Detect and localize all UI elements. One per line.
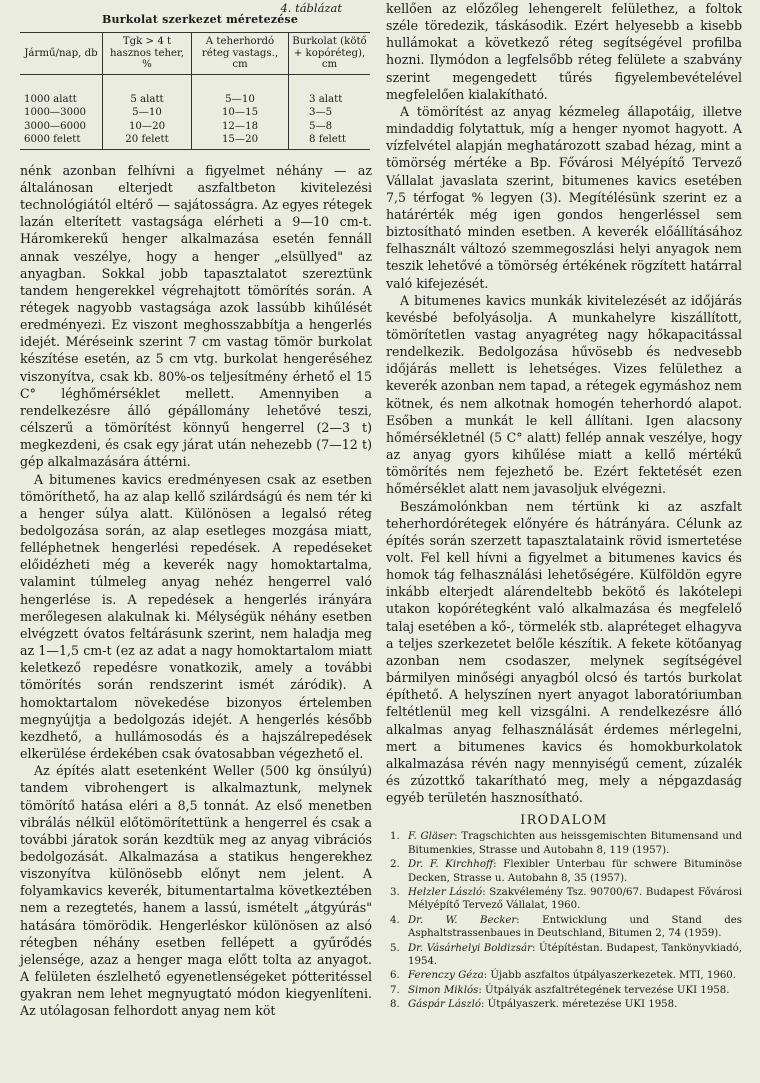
table-cell: 3—5 [289,107,371,120]
bibliography-number: 6. [390,970,400,982]
table-header-vehicles: Jármű/nap, db [20,33,103,75]
bibliography-author: Dr. F. Kirchhoff [408,859,494,871]
bibliography-author: Ferenczy Géza [408,970,484,982]
table-cell: 10—20 [103,120,192,133]
table-cell: 1000 alatt [24,93,77,105]
bibliography-text: : Útpályaszerk. méretezése UKI 1958. [480,999,678,1011]
bibliography-item [386,858,742,885]
table-row [20,133,370,149]
bibliography-author: Helzler László [408,886,483,898]
bibliography-item [386,942,742,969]
table-cell: 8 felett [289,133,371,149]
bibliography-text: : Entwicklung und Stand des Asphaltstrassenbaues in Deutschland, Bitumen 2, 74 (1959). [408,914,743,940]
bibliography-number: 3. [390,886,400,898]
table-header-base-thickness: A teherhordó réteg vastags., cm [192,33,289,75]
left-column [20,0,372,1020]
pavement-design-table [20,32,370,150]
table-cell: 5—10 [192,75,289,107]
paragraph: nénk azonban felhívni a figyelmet néhány — az általánosan elterjedt aszfaltbeton kivitelezési technológiától eltérő — sajátosságra. Az egyes rétegek lazán elterített vastagsága elérheti a 9—10 cm-t. Háromkerekű henger alkalmazása esetén fennáll annak veszélye, hogy a henger „elsüllyed" az anyagban. Sokkal jobb tapasztalatot szereztünk tandem hengerekkel végrehajtott tömörítés során. A rétegek nagyobb vastagsága azok lassúbb kihűlését eredményezi. Ez viszont meghosszabbítja a hengerlés idejét. Méréseink szerint 7 cm vastag tömör burkolat készítése esetén, az 5 cm vtg. burkolat hengeréséhez viszonyítva, csak kb. 80%-os teljesítmény érhető el 15 C° léghőmérséklet mellett. Amennyiben a rendelkezésre álló gépállomány lehetővé teszi, célszerű a tömörítést könnyű hengerrel (2—3 t) megkezdeni, és csak egy járat után nehezebb (7—12 t) gép alkalmazására áttérni. [20,162,372,470]
table-cell: 15—20 [192,133,289,149]
right-column [386,0,742,1013]
right-body-text [386,0,742,806]
bibliography-item [386,984,742,997]
bibliography-author: Simon Miklós [408,984,479,996]
table-row [20,107,370,120]
bibliography-text: : Útépítéstan. Budapest, Tankönyvkiadó, 1954. [408,942,742,967]
bibliography-number: 5. [390,942,400,954]
table-title: Burkolat szerkezet méretezése [102,13,299,26]
bibliography-author: Gáspár László [408,999,481,1011]
table-row [20,120,370,133]
table-row [20,75,370,107]
bibliography-number: 7. [390,984,400,996]
bibliography-author: Dr. W. Becker [408,914,517,926]
bibliography-list [386,830,742,1011]
table-caption [20,0,372,32]
paragraph: Beszámolónkban nem tértünk ki az aszfalt teherhordórétegek előnyére és hátrányára. Célunk az építés során szerzett tapasztalataink rövid ismertetése volt. Fel kell hívni a figyelmet a bitumenes kavics és homok tág felhasználási lehetőségére. Külföldön egyre inkább elterjedt alárendeltebb bekötő és lakótelepi utakon kopórétegként való alkalmazása és megfelelő talaj esetében a kő-, törmelék stb. alapréteget elhagyva a teljes szerkezetet belőle készítik. A fekete kötőanyag azonban nem csodaszer, melynek segítségével bármilyen minőségi anyagból olcsó és tartós burkolat építhető. A helyszínen nyert anyagot laboratóriumban feltétlenül meg kell vizsgálni. A rendelkezésre álló alkalmas anyag felhasználását érdemes mérlegelni, mert a bitumenes kavics és homokburkolatok alkalmazása révén nagy mennyiségű cement, zúzalék és zúzottkő takarítható meg, mely a népgazdaság egyéb területén hasznosítható. [386,498,742,806]
bibliography-number: 8. [390,999,400,1011]
bibliography-text: : Tragschichten aus heissgemischten Bitumensand und Bitumenkies, Strasse und Autobahn 8, 119 (1957). [408,831,742,856]
bibliography-number: 2. [390,859,400,871]
table-cell: 3 alatt [289,75,371,107]
bibliography-text: : Szakvélemény Tsz. 90700/67. Budapest Fővárosi Mélyépítő Tervező Vállalat, 1960. [408,886,742,912]
table-header-truck-share: Tgk > 4 t hasznos teher, % [103,33,192,75]
paragraph: Az építés alatt esetenként Weller (500 kg önsúlyú) tandem vibrohengert is alkalmaztunk, melynek tömörítő hatása eléri a 8,5 tonnát. Az első menetben vibrálás nélkül előtömörítettünk a hengerrel és csak a további járatok során kezdtük meg az anyag vibrációs bedolgozását. Alkalmazása a statikus hengerekhez viszonyítva különösebb előnyt nem jelent. A folyamkavics keverék, bitumentartalma következtében nem a rezegtetés, hanem a lassú, ismételt „átgyúrás" hatására tömörödik. Hengerléskor különösen az alsó rétegben néhány esetben fellépett a gyűrődés jelensége, azaz a henger maga előtt tolta az anyagot. A felületen észlelhető egyenetlenségeket pótteritéssel gyakran nem lehet megnyugtató módon kiegyenlíteni. Az utólagosan felhordott anyag nem köt [20,763,372,1019]
bibliography-text: : Útpályák aszfaltrétegének tervezése UKI 1958. [478,984,730,996]
table-cell: 1000—3000 [24,107,87,119]
table-cell: 5 alatt [103,75,192,107]
table-cell: 3000—6000 [24,120,87,132]
table-number: 4. táblázat [280,1,342,15]
table-cell: 5—8 [289,120,371,133]
table-header-surface-thickness: Burkolat (kötő + kopóréteg), cm [289,33,371,75]
left-body-text [20,162,372,1020]
table-header-row [20,33,370,75]
table-cell: 10—15 [192,107,289,120]
paragraph: A tömörítést az anyag kézmeleg állapotáig, illetve mindaddig folytattuk, míg a henger nyomot hagyott. A vízfelvétel alapján meghatározott szabad hézag, mint a tömörség mértéke a Bp. Fővárosi Mélyépítő Tervező Vállalat javaslata szerint, bitumenes kavics esetében 7,5 térfogat % legyen (3). Megítélésünk szerint ez a határérték még igen gondos hengerléssel sem biztosítható minden esetben. A keverék előállításához felhasznált változó szemmegoszlási helyi anyagok nem teszik lehetővé a tömörség értékének rögzített határral való kifejezését. [386,103,742,291]
paragraph: A bitumenes kavics munkák kivitelezését az időjárás kevésbé befolyásolja. A munkahelyre kiszállított, tömörítetlen vastag anyagréteg nagy hőkapacitással rendelkezik. Bedolgozása hűvösebb és nedvesebb időjárás mellett is lehetséges. Vizes felülethez a keverék azonban nem tapad, a rétegek egymáshoz nem kötnek, és nem alkotnak homogén teherhordó alapot. Esőben a munkát le kell állítani. Igen alacsony hőmérsékletnél (5 C° alatt) fellép annak veszélye, hogy az anyag gyors kihűlése miatt a kellő mértékű tömörítés nem fejezhető be. Ezért fektetését ezen hőmérséklet alatt nem javasoljuk elvégezni. [386,292,742,497]
bibliography-number: 1. [390,831,400,843]
table-cell: 5—10 [103,107,192,120]
bibliography-number: 4. [390,914,400,926]
bibliography-author: F. Gläser [408,831,455,843]
bibliography-text: : Flexibler Unterbau für schwere Bituminöse Decken, Strasse u. Autobahn 8, 35 (1957). [408,859,742,884]
bibliography-item [386,886,742,913]
paragraph: A bitumenes kavics eredményesen csak az esetben tömöríthető, ha az alap kellő szilárdságú és nem tér ki a henger súlya alatt. Különösen a legalsó réteg bedolgozása során, az alap esetleges mozgása miatt, felléphetnek hengerlési repedések. A repedéseket előidézheti még a keverék nagy homoktartalma, valamint túlmeleg anyag nehéz hengerrel való hengerlése is. A repedések a hengerlés irányára merőlegesen alakulnak ki. Mélységük néhány esetben elvégzett óvatos feltárásunk szerint, nem haladja meg az 1—1,5 cm-t (ez az adat a nagy homoktartalom miatt keletkező repedésre vonatkozik, amely a további tömörítés során rendszerint ismét záródik). A homoktartalom növekedése bizonyos értelemben megnyújtja a bedolgozás idejét. A hengerlés később kezdhető, a hullámosodás és a hajszálrepedések elkerülése érdekében csak óvatosabban végezhető el. [20,471,372,762]
bibliography-item [386,830,742,857]
paragraph: kellően az előzőleg lehengerelt felülethez, a foltok széle töredezik, táskásodik. Ezért helyesebb a kisebb hullámokat a következő réteg segítségével profilba hozni. Ilymódon a legfelsőbb réteg felülete a szabvány szerint megengedett tűrés figyelembevételével megfelelően kialakítható. [386,1,742,102]
bibliography-item [386,969,742,982]
table-cell: 20 felett [103,133,192,149]
table-cell: 12—18 [192,120,289,133]
bibliography-author: Dr. Vásárhelyi Boldizsár [408,942,532,954]
bibliography-item [386,998,742,1011]
bibliography-text: : Újabb aszfaltos útpályaszerkezetek. MTI, 1960. [483,970,737,982]
bibliography-title: IRODALOM [520,812,608,828]
bibliography-item [386,914,742,941]
table-cell: 6000 felett [20,133,103,149]
